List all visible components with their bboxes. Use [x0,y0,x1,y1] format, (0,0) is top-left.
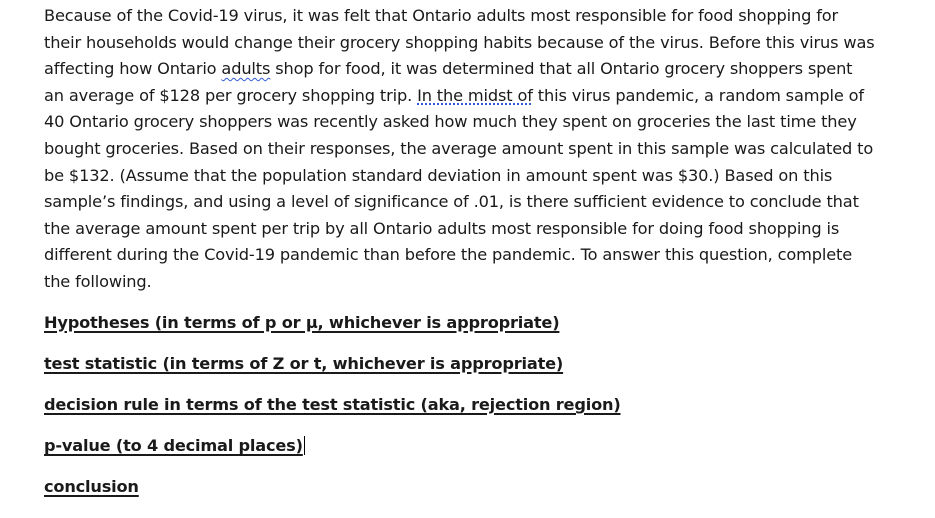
heading-conclusion-row[interactable] [44,477,924,518]
paragraph-line [44,269,924,296]
paragraph-line [44,109,924,136]
paragraph-line [44,163,924,190]
paragraph-line [44,3,924,30]
text-run: the following. [44,271,152,291]
heading-test-statistic[interactable]: test statistic (in terms of Z or t, whichever is appropriate) [44,353,564,373]
text-run: an average of $128 per grocery shopping trip. [44,85,418,105]
heading-p-value[interactable]: p-value (to 4 decimal places) [44,436,303,456]
text-run: 40 Ontario grocery shoppers was recently asked how much they spent on groceries the last time they [44,112,857,132]
paragraph-line [44,136,924,163]
text-run: Because of the Covid-19 virus, it was felt that Ontario adults most responsible for food shopping for [44,6,839,25]
document-page[interactable] [44,3,924,518]
heading-conclusion[interactable]: conclusion [44,477,139,497]
heading-hypotheses[interactable]: Hypotheses (in terms of p or μ, whichever is appropriate) [44,312,560,332]
text-run: be $132. (Assume that the population standard deviation in amount spent was $30.) Based on this [44,165,833,185]
spelling-flag: adults [221,59,271,79]
heading-test-statistic-row[interactable] [44,354,924,395]
heading-decision-rule-row[interactable] [44,395,924,436]
question-paragraph[interactable] [44,3,924,296]
paragraph-line [44,216,924,243]
text-run: sample’s findings, and using a level of significance of .01, is there sufficient evidence to conclude that [44,192,859,212]
heading-p-value-row[interactable] [44,436,924,477]
text-run: different during the Covid-19 pandemic than before the pandemic. To answer this question, complete [44,245,853,265]
text-run: shop for food, it was determined that all Ontario grocery shoppers spent [270,59,853,79]
paragraph-line [44,83,924,110]
grammar-flag: In the midst of [417,85,533,105]
heading-hypotheses-row[interactable] [44,313,924,354]
text-run: affecting how Ontario [44,59,222,79]
text-run: the average amount spent per trip by all Ontario adults most responsible for doing food shopping is [44,218,840,238]
text-run: bought groceries. Based on their responses, the average amount spent in this sample was calculated to [44,138,874,158]
paragraph-line [44,189,924,216]
text-run: this virus pandemic, a random sample of [532,85,864,105]
answer-headings [44,313,924,518]
heading-decision-rule[interactable]: decision rule in terms of the test statistic (aka, rejection region) [44,394,621,414]
paragraph-line [44,242,924,269]
text-cursor [304,436,305,455]
paragraph-line [44,56,924,83]
paragraph-line [44,30,924,57]
text-run: their households would change their grocery shopping habits because of the virus. Before this virus was [44,32,875,52]
